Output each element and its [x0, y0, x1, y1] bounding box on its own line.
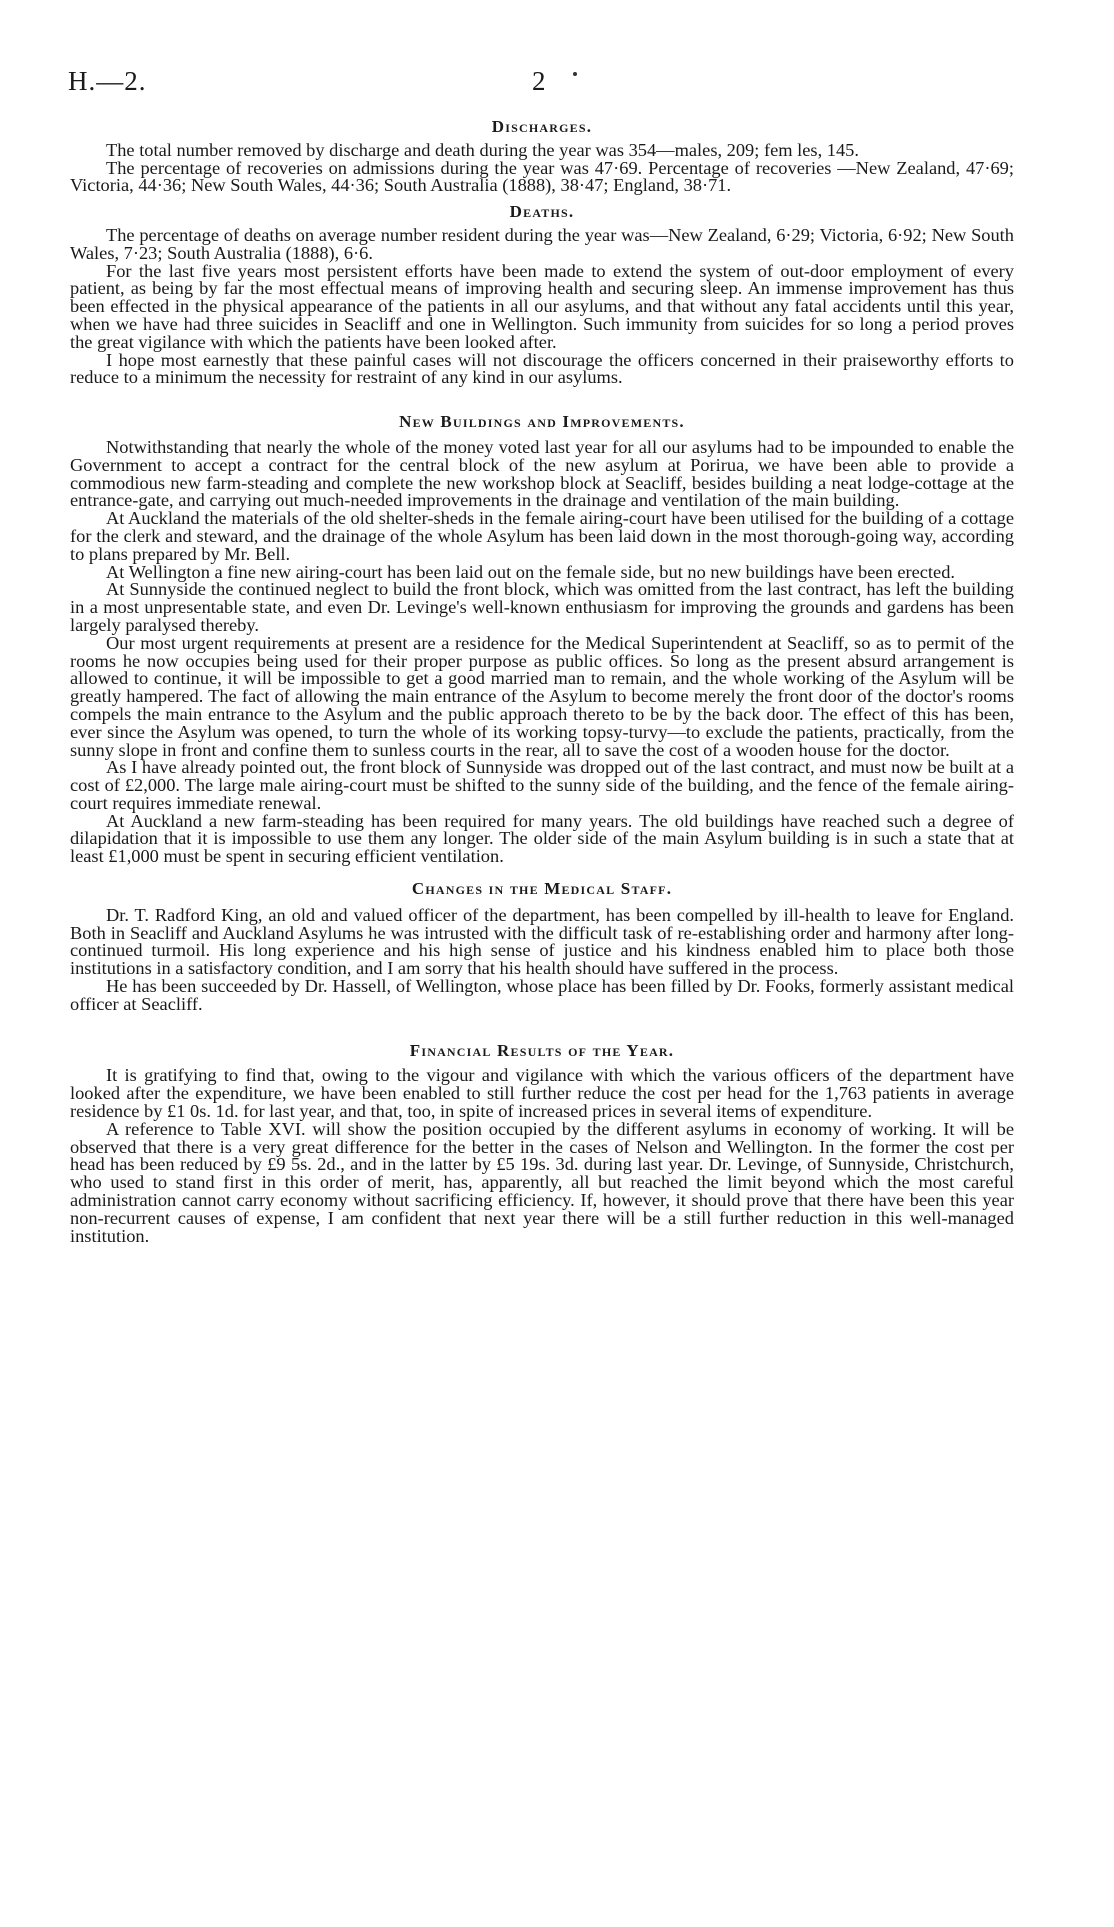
section-heading: Changes in the Medical Staff.: [411, 879, 673, 899]
section-deaths: [70, 203, 1014, 387]
page-number: 2: [532, 66, 546, 96]
paragraph: At Auckland a new farm-steading has been required for many years. The old buildings have reached such a degree of dilapidation that it is impossible to use them any longer. The older side of the main Asylum building is in such a state that at least £1,000 must be spent in securing efficient ventilation.: [70, 810, 1014, 867]
page-header: [68, 66, 1048, 106]
paragraph: The percentage of deaths on average number resident during the year was—New Zealand, 6·29; Victoria, 6·92; New South Wales, 7·23; South Australia (1888), 6·6.: [70, 224, 1014, 263]
section-heading: Deaths.: [509, 202, 575, 222]
document-body: [70, 118, 1014, 1245]
paragraph: A reference to Table XVI. will show the position occupied by the different asylums in economy of working. It will be observed that there is a very great difference for the better in the cases of Nelson and Wellington. In the former the cost per head has been reduced by £9 5s. 2d., and in the latter by £5 19s. 3d. during last year. Dr. Levinge, of Sunnyside, Christchurch, who used to stand first in this order of merit, has, apparently, all but reached the limit beyond which the most careful administration cannot carry economy without sacrificing efficiency. If, however, it should prove that there have been this year non-recurrent causes of expense, I am confident that next year there will be a still further reduction in this well-managed institution.: [70, 1118, 1014, 1246]
section-heading: Discharges.: [491, 117, 593, 136]
paragraph: Notwithstanding that nearly the whole of the money voted last year for all our asylums had to be impounded to enable the Government to accept a contract for the central block of the new asylum at Porirua, we have been able to provide a commodious new farm-steading and complete the new workshop block at Seacliff, besides building a neat lodge-cottage at the entrance-gate, and carrying out much-needed improvements in the drainage and ventilation of the main building.: [70, 436, 1014, 511]
section-discharges: [70, 118, 1014, 195]
paragraph: I hope most earnestly that these painful cases will not discourage the officers concerned in their praiseworthy efforts to reduce to a minimum the necessity for restraint of any kind in our asylums.: [70, 349, 1014, 388]
paragraph: At Sunnyside the continued neglect to build the front block, which was omitted from the last contract, has left the building in a most unpresentable state, and even Dr. Levinge's well-known enthusiasm for improving the grounds and gardens has been largely paralysed thereby.: [70, 579, 1014, 635]
section-heading: New Buildings and Improvements.: [399, 412, 685, 432]
paragraph: At Auckland the materials of the old shelter-sheds in the female airing-court have been utilised for the building of a cottage for the clerk and steward, and the drainage of the whole Asylum has been laid down in the most thorough-going way, according to plans prepared by Mr. Bell.: [70, 508, 1014, 564]
document-reference: H.—2.: [68, 66, 147, 96]
section-new-buildings: [70, 413, 1014, 866]
section-medical-staff: [70, 880, 1014, 1014]
paragraph: Our most urgent requirements at present are a residence for the Medical Superintendent at Seacliff, so as to permit of the rooms he now occupies being used for their proper purpose as public offices. So long as the present absurd arrangement is allowed to continue, it will be impossible to get a good married man to remain, and the whole working of the Asylum will be greatly hampered. The fact of allowing the main entrance of the Asylum to become merely the front door of the doctor's rooms compels the main entrance to the Asylum and the public approach thereto to be by the back door. The effect of this has been, ever since the Asylum was opened, to turn the whole of its working topsy-turvy—to exclude the patients, practically, from the sunny slope in front and confine them to sunless courts in the rear, all to save the cost of a wooden house for the doctor.: [70, 632, 1014, 760]
section-financial-results: [70, 1042, 1014, 1246]
paragraph: The percentage of recoveries on admissions during the year was 47·69. Percentage of recoveries —New Zealand, 47·69; Victoria, 44·36; New South Wales, 44·36; South Australia (1888), 38·47; England, 38·71.: [70, 157, 1014, 196]
paragraph: He has been succeeded by Dr. Hassell, of Wellington, whose place has been filled by Dr. Fooks, formerly assistant medical officer at Seacliff.: [70, 976, 1014, 1014]
paragraph: The total number removed by discharge and death during the year was 354—males, 209; fem les, 145.: [106, 139, 859, 160]
paragraph: It is gratifying to find that, owing to the vigour and vigilance with which the various officers of the department have looked after the expenditure, we have been enabled to still further reduce the cost per head for the 1,763 patients in average residence by £1 0s. 1d. for last year, and that, too, in spite of increased prices in several items of expenditure.: [70, 1065, 1014, 1122]
paragraph: At Wellington a fine new airing-court has been laid out on the female side, but no new buildings have been erected.: [106, 561, 955, 582]
print-mark: [573, 72, 577, 76]
paragraph: As I have already pointed out, the front block of Sunnyside was dropped out of the last contract, and must now be built at a cost of £2,000. The large male airing-court must be shifted to the sunny side of the building, and the fence of the female airing-court requires immediate renewal.: [70, 757, 1014, 813]
paragraph: Dr. T. Radford King, an old and valued officer of the department, has been compelled by ill-health to leave for England. Both in Seacliff and Auckland Asylums he was intrusted with the difficult task of re-establishing order and harmony after long-continued turmoil. His long experience and his high sense of justice and his kindness enabled him to place both those institutions in a satisfactory condition, and I am sorry that his health should have suffered in the process.: [70, 904, 1014, 979]
section-heading: Financial Results of the Year.: [409, 1040, 675, 1060]
paragraph: For the last five years most persistent efforts have been made to extend the system of out-door employment of every patient, as being by far the most effectual means of improving health and securing sleep. An immense improvement has thus been effected in the physical appearance of the patients in all our asylums, and that without any fatal accidents until this year, when we have had three suicides in Seacliff and one in Wellington. Such immunity from suicides for so long a period proves the great vigilance with which the patients have been looked after.: [70, 260, 1014, 352]
